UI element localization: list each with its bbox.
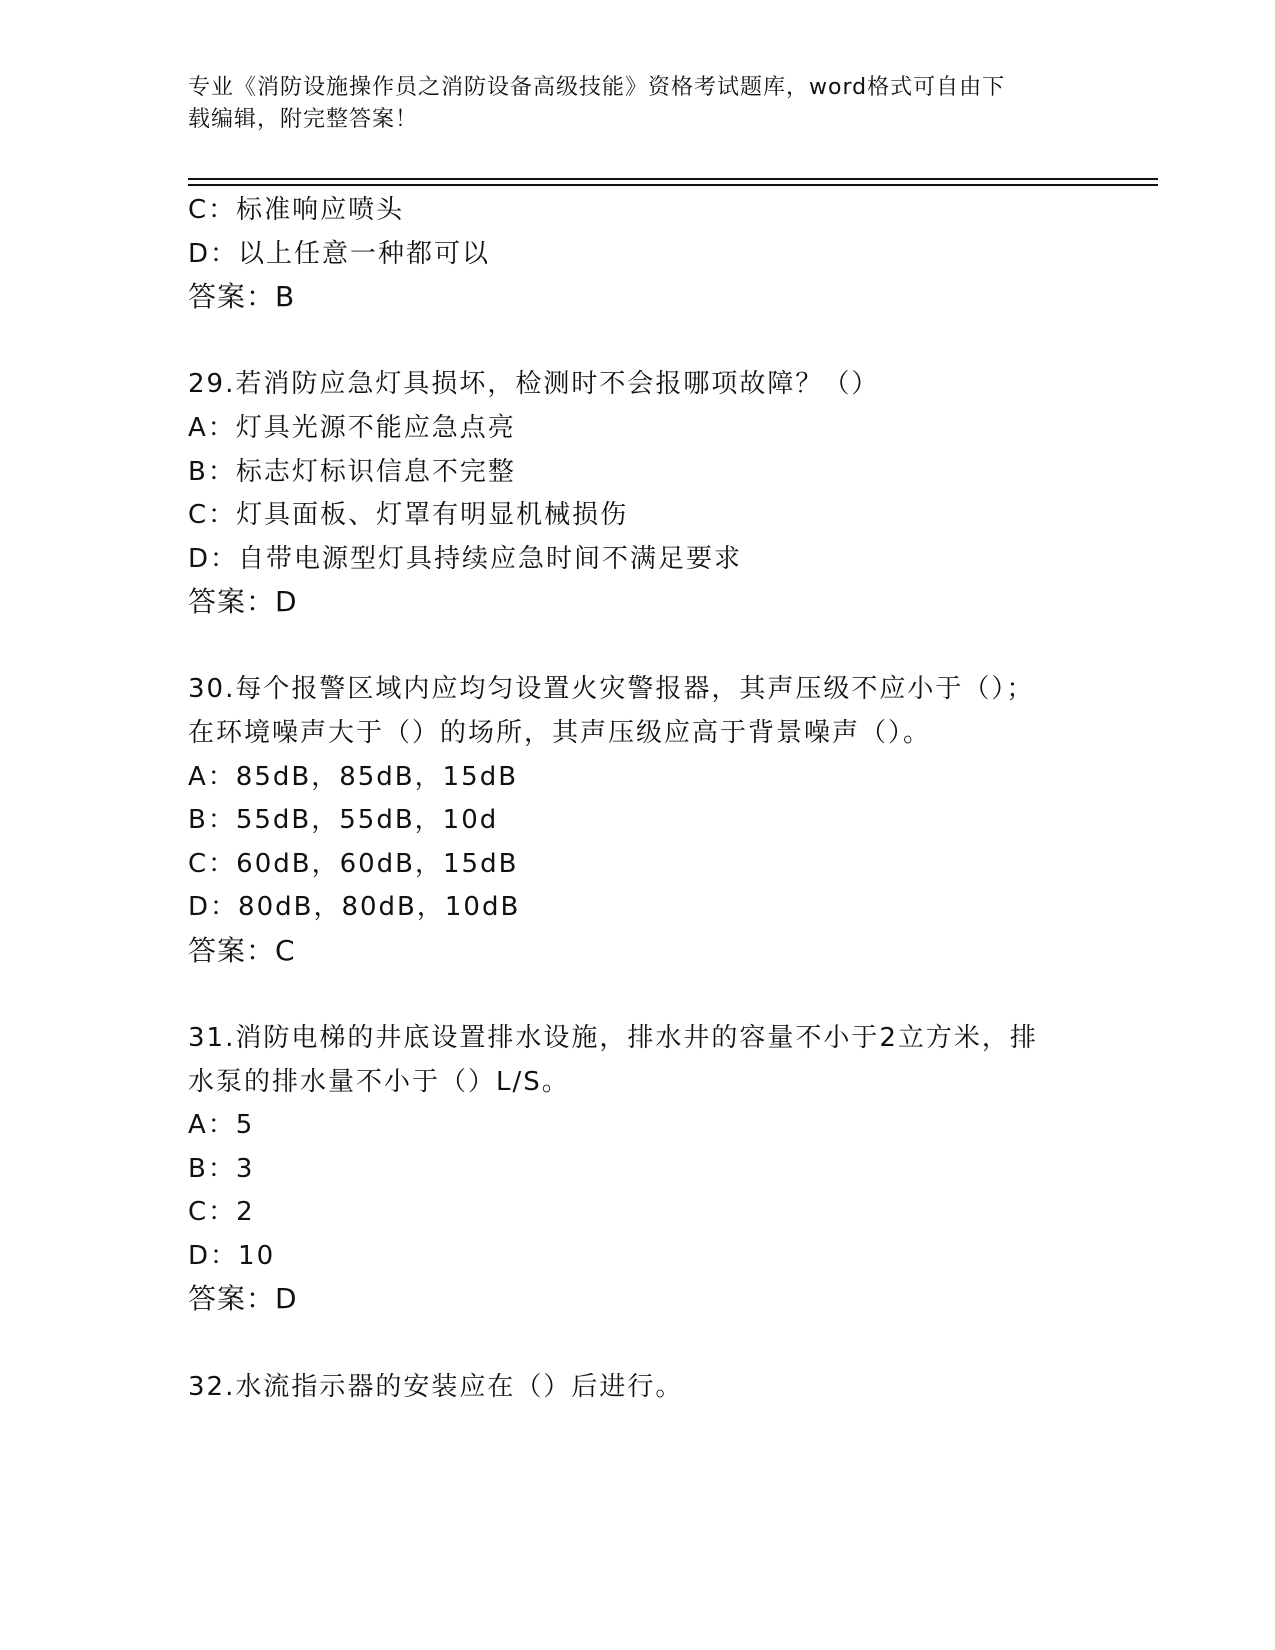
question-29-answer: 答案：D	[188, 585, 298, 618]
question-31-answer: 答案：D	[188, 1282, 298, 1315]
question-32: 32.水流指示器的安装应在（）后进行。	[188, 1372, 684, 1402]
question-30-line-2: 在环境噪声大于（）的场所，其声压级应高于背景噪声（）。	[188, 718, 932, 748]
question-31-option-c: C：2	[188, 1197, 255, 1227]
previous-option-d: D：以上任意一种都可以	[188, 239, 491, 269]
header-divider-top	[188, 178, 1158, 180]
question-31-option-a: A：5	[188, 1110, 255, 1140]
header-title-line-1: 专业《消防设施操作员之消防设备高级技能》资格考试题库，word格式可自由下	[188, 75, 1006, 100]
question-31-line-2: 水泵的排水量不小于（）L/S。	[188, 1067, 570, 1097]
question-29-option-d: D：自带电源型灯具持续应急时间不满足要求	[188, 544, 743, 574]
question-30-option-c: C：60dB，60dB，15dB	[188, 849, 519, 879]
question-30-option-a: A：85dB，85dB，15dB	[188, 762, 519, 792]
question-30-answer: 答案：C	[188, 934, 296, 967]
question-30-option-b: B：55dB，55dB，10d	[188, 805, 499, 835]
question-30-line-1: 30.每个报警区域内应均匀设置火灾警报器，其声压级不应小于（）；	[188, 674, 1035, 704]
question-31-option-b: B：3	[188, 1154, 255, 1184]
header-title-line-2: 载编辑，附完整答案！	[188, 107, 419, 132]
question-29: 29.若消防应急灯具损坏，检测时不会报哪项故障？（）	[188, 369, 880, 399]
question-30-option-d: D：80dB，80dB，10dB	[188, 892, 521, 922]
question-29-option-a: A：灯具光源不能应急点亮	[188, 413, 516, 443]
header-divider-bottom	[188, 184, 1158, 186]
question-31-line-1: 31.消防电梯的井底设置排水设施，排水井的容量不小于2立方米，排	[188, 1023, 1038, 1053]
previous-answer: 答案：B	[188, 280, 296, 313]
question-31-option-d: D：10	[188, 1241, 276, 1271]
question-29-option-c: C：灯具面板、灯罩有明显机械损伤	[188, 500, 629, 530]
previous-option-c: C：标准响应喷头	[188, 195, 405, 225]
document-header	[188, 72, 1088, 136]
question-29-option-b: B：标志灯标识信息不完整	[188, 457, 516, 487]
